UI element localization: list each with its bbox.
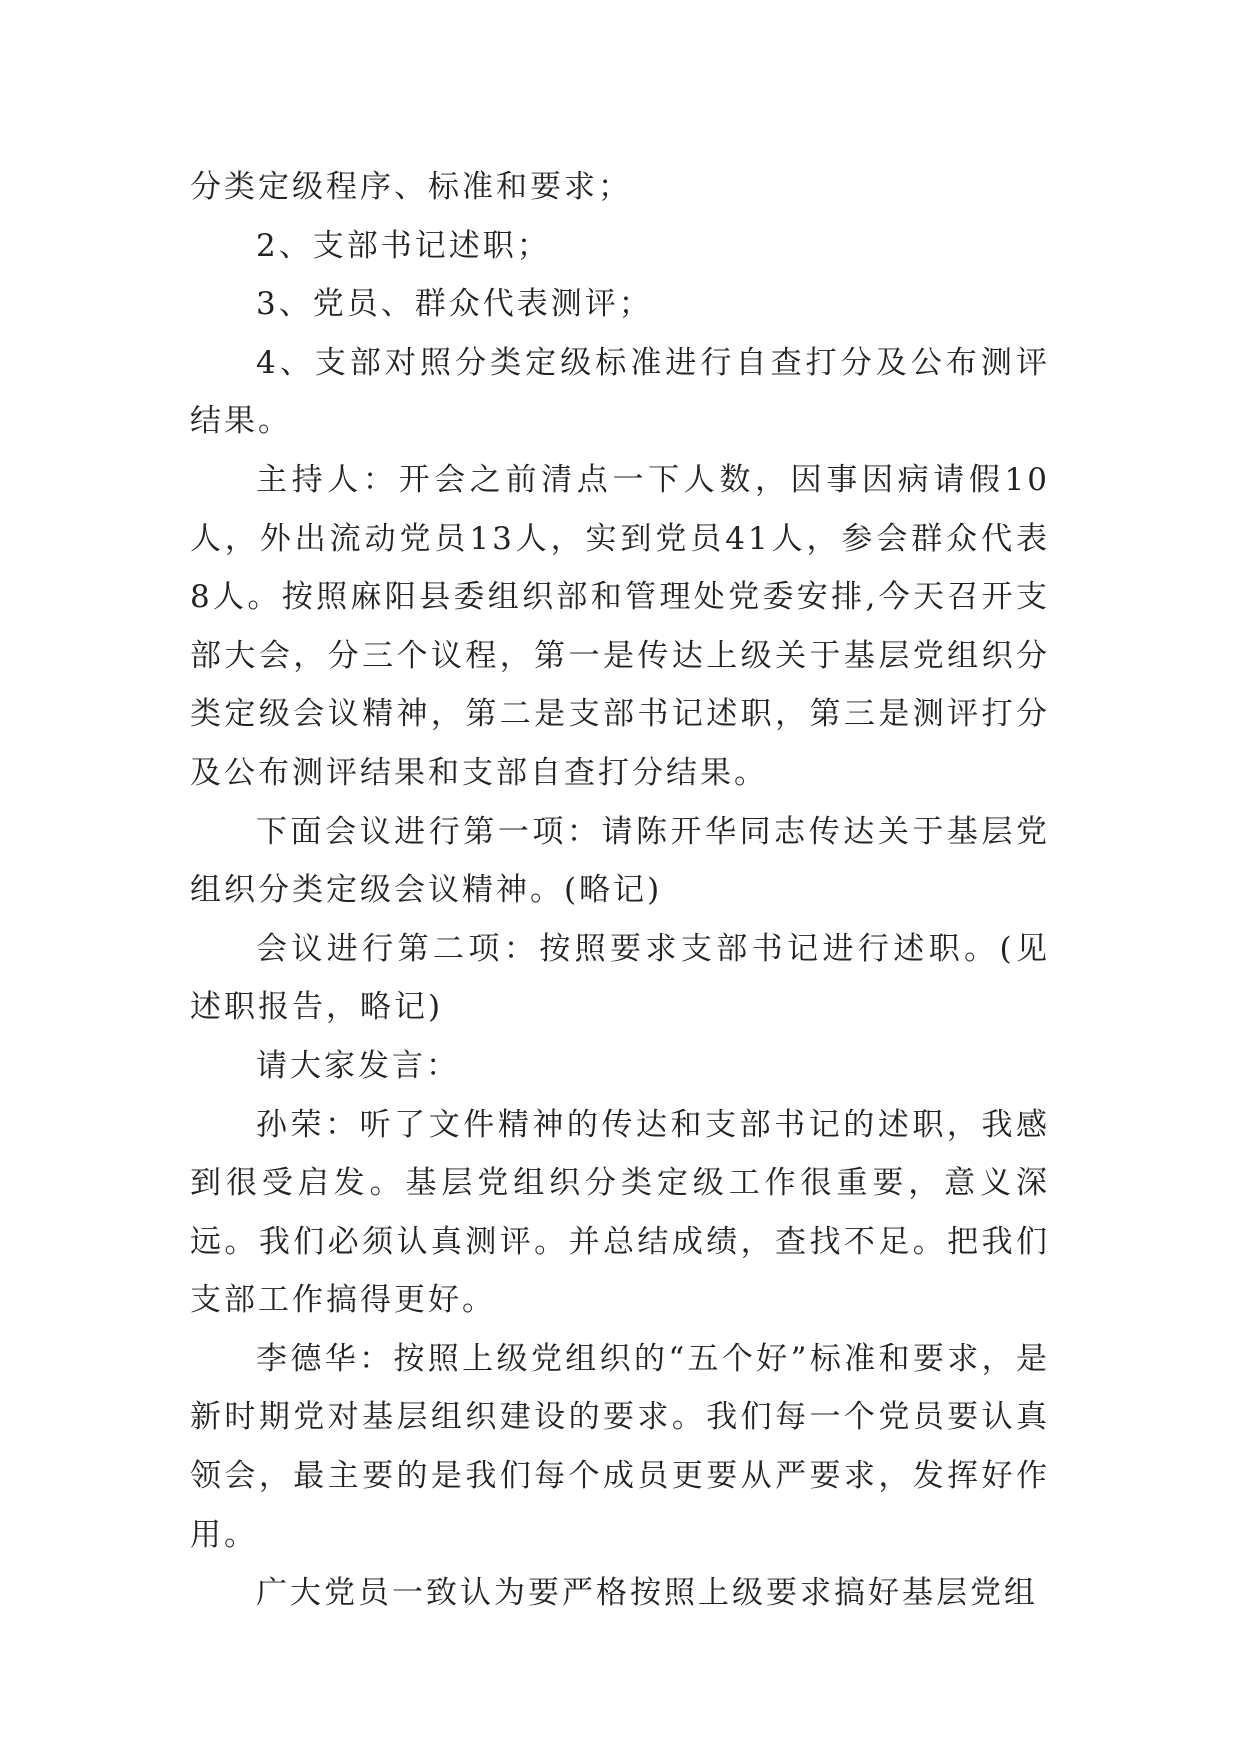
paragraph-agenda-item-1: 下面会议进行第一项：请陈开华同志传达关于基层党组织分类定级会议精神。(略记)	[190, 813, 1050, 909]
paragraph-speech-li-dehua: 李德华：按照上级党组织的“五个好”标准和要求，是新时期党对基层组织建设的要求。我们每一个党员要认真领会，最主要的是我们每个成员更要从严要求，发挥好作用。	[190, 1340, 1050, 1553]
paragraph-item-3: 3、党员、群众代表测评；	[256, 286, 653, 323]
paragraph-host-opening: 主持人：开会之前清点一下人数，因事因病请假10人，外出流动党员13人，实到党员41人，参会群众代表8人。按照麻阳县委组织部和管理处党委安排,今天召开支部大会，分三个议程，第一是传达上级关于基层党组织分类定级会议精神，第二是支部书记述职，第三是测评打分及公布测评结果和支部自查打分结果。	[190, 461, 1050, 791]
paragraph-agenda-item-2: 会议进行第二项：按照要求支部书记进行述职。(见述职报告，略记)	[190, 930, 1050, 1026]
document-body	[190, 158, 1050, 1623]
paragraph-members-consensus: 广大党员一致认为要严格按照上级要求搞好基层党组	[256, 1575, 1038, 1612]
paragraph-item-2: 2、支部书记述职；	[256, 227, 551, 264]
paragraph-item-4: 4、支部对照分类定级标准进行自查打分及公布测评结果。	[190, 344, 1050, 440]
paragraph-procedure-continued: 分类定级程序、标准和要求；	[190, 169, 632, 205]
paragraph-invite-speech: 请大家发言：	[256, 1047, 460, 1084]
paragraph-speech-sun-rong: 孙荣：听了文件精神的传达和支部书记的述职，我感到很受启发。基层党组织分类定级工作很重要，意义深远。我们必须认真测评。并总结成绩，查找不足。把我们支部工作搞得更好。	[190, 1106, 1050, 1319]
